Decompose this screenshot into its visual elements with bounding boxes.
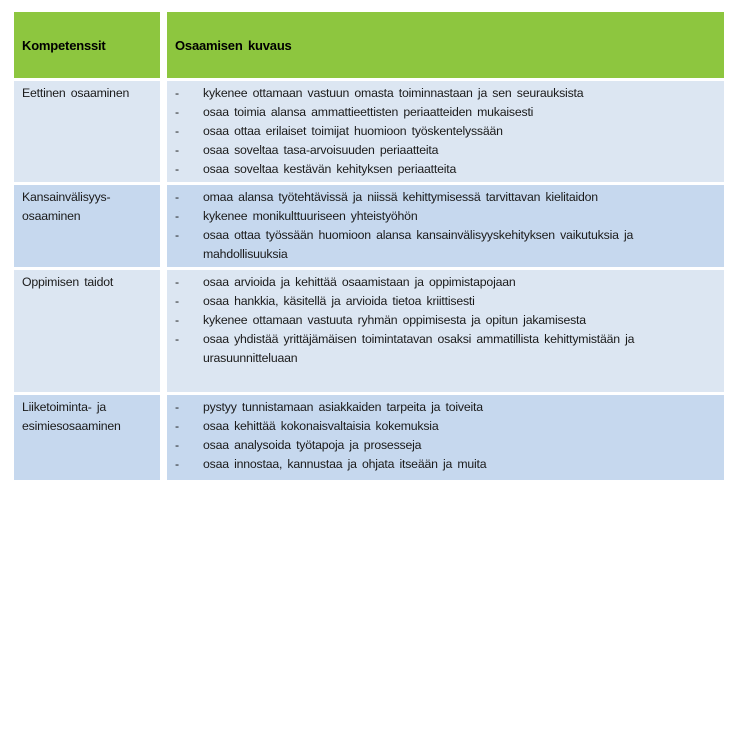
bullet-dash: - [175,124,179,138]
bullet-item [167,273,718,292]
bullet-dash: - [175,190,179,204]
bullet-text: osaa kehittää kokonaisvaltaisia kokemuksia [203,419,439,433]
table-header-row [14,12,724,78]
bullet-item [167,103,718,122]
bullet-dash: - [175,400,179,414]
bullet-text: kykenee ottamaan vastuun omasta toiminnastaan ja sen seurauksista [203,86,584,100]
bullet-dash: - [175,457,179,471]
bullet-text: omaa alansa työtehtävissä ja niissä kehittymisessä tarvittavan kielitaidon [203,190,598,204]
bullet-text: osaa arvioida ja kehittää osaamistaan ja oppimistapojaan [203,275,516,289]
bullet-text: kykenee ottamaan vastuuta ryhmän oppimisesta ja opitun jakamisesta [203,313,586,327]
bullet-dash: - [175,294,179,308]
bullet-item [167,436,718,455]
bullet-item [167,84,718,103]
bullet-text: osaa toimia alansa ammattieettisten periaatteiden mukaisesti [203,105,534,119]
bullet-text: osaa innostaa, kannustaa ja ohjata itseään ja muita [203,457,487,471]
header-cell-osaamisen-kuvaus: Osaamisen kuvaus [167,12,724,78]
bullet-text: osaa yhdistää yrittäjämäisen toimintatavan osaksi ammatillista kehittymistään ja urasuunnitteluaan [203,332,635,365]
table-row [14,81,724,182]
bullet-item [167,311,718,330]
bullet-item [167,455,718,474]
bullet-dash: - [175,162,179,176]
table-row [14,270,724,392]
bullet-text: osaa soveltaa kestävän kehityksen periaatteita [203,162,457,176]
bullet-item [167,398,718,417]
bullet-item [167,141,718,160]
bullet-text: osaa ottaa työssään huomioon alansa kansainvälisyyskehityksen vaikutuksia ja mahdollisuuksia [203,228,634,261]
header-cell-kompetenssit: Kompetenssit [14,12,160,78]
competence-cell: Liiketoiminta- ja esimiesosaaminen [14,395,160,480]
bullet-dash: - [175,313,179,327]
bullet-dash: - [175,275,179,289]
competence-table [14,12,724,480]
bullet-dash: - [175,332,179,346]
bullet-item [167,226,718,264]
bullet-dash: - [175,86,179,100]
competence-cell: Eettinen osaaminen [14,81,160,182]
bullet-dash: - [175,143,179,157]
bullet-dash: - [175,209,179,223]
bullet-item [167,160,718,179]
description-cell [167,81,724,182]
bullet-dash: - [175,228,179,242]
bullet-item [167,188,718,207]
bullet-text: pystyy tunnistamaan asiakkaiden tarpeita ja toiveita [203,400,483,414]
table-row [14,185,724,267]
table-row [14,395,724,480]
bullet-item [167,330,718,368]
bullet-text: osaa soveltaa tasa-arvoisuuden periaatteita [203,143,439,157]
bullet-item [167,122,718,141]
bullet-text: osaa hankkia, käsitellä ja arvioida tietoa kriittisesti [203,294,475,308]
competence-cell: Oppimisen taidot [14,270,160,392]
bullet-item [167,417,718,436]
bullet-text: osaa analysoida työtapoja ja prosesseja [203,438,422,452]
bullet-item [167,292,718,311]
competence-cell: Kansainvälisyys-osaaminen [14,185,160,267]
bullet-text: kykenee monikulttuuriseen yhteistyöhön [203,209,418,223]
description-cell [167,185,724,267]
description-cell [167,395,724,480]
bullet-dash: - [175,105,179,119]
bullet-dash: - [175,438,179,452]
description-cell [167,270,724,392]
bullet-item [167,207,718,226]
bullet-text: osaa ottaa erilaiset toimijat huomioon työskentelyssään [203,124,503,138]
bullet-dash: - [175,419,179,433]
